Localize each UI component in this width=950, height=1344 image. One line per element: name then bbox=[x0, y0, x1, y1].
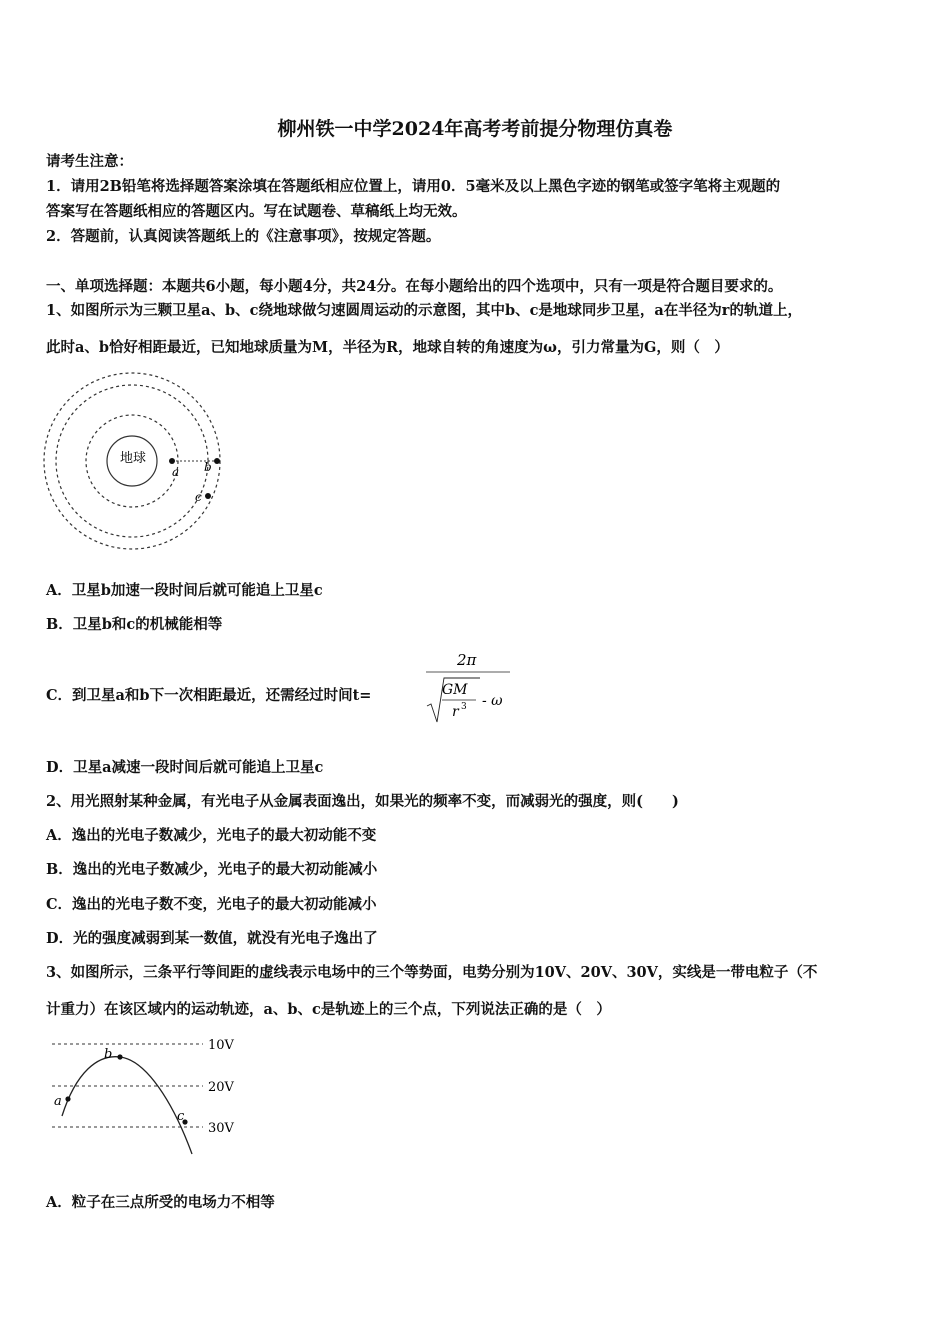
q3-stem-line-1: 3、如图所示，三条平行等间距的虚线表示电场中的三个等势面，电势分别为10V、20V、30V，实线是一带电粒子（不 bbox=[46, 964, 818, 981]
label-a: a bbox=[172, 465, 180, 479]
notice-item-1-line-1: 1．请用2B铅笔将选择题答案涂填在答题纸相应位置上，请用0．5毫米及以上黑色字迹的钢笔或签字笔将主观题的 bbox=[46, 178, 781, 195]
q2-option-a: A．逸出的光电子数减少，光电子的最大初动能不变 bbox=[46, 827, 377, 844]
orbit-figure bbox=[40, 370, 240, 560]
section-heading: 一、单项选择题：本题共6小题，每小题4分，共24分。在每小题给出的四个选项中，只有一项是符合题目要求的。 bbox=[46, 278, 783, 295]
q2-option-c: C．逸出的光电子数不变，光电子的最大初动能减小 bbox=[46, 896, 377, 913]
notice-item-2: 2．答题前，认真阅读答题纸上的《注意事项》，按规定答题。 bbox=[46, 228, 441, 245]
label-30v: 30V bbox=[208, 1121, 234, 1136]
q2-stem: 2、用光照射某种金属，有光电子从金属表面逸出，如果光的频率不变，而减弱光的强度，则( ) bbox=[46, 793, 679, 810]
earth-label: 地球 bbox=[120, 451, 147, 466]
q1-option-b: B．卫星b和c的机械能相等 bbox=[46, 616, 223, 633]
label-c: c bbox=[177, 1109, 185, 1124]
label-c: c bbox=[195, 490, 202, 504]
notice-heading: 请考生注意： bbox=[46, 153, 133, 170]
label-20v: 20V bbox=[208, 1080, 234, 1095]
page-title: 柳州铁一中学2024年高考考前提分物理仿真卷 bbox=[277, 118, 673, 140]
q1-option-d: D．卫星a减速一段时间后就可能追上卫星c bbox=[46, 759, 324, 776]
formula-r: r bbox=[452, 704, 459, 720]
q2-option-d: D．光的强度减弱到某一数值，就没有光电子逸出了 bbox=[46, 930, 378, 947]
label-b: b bbox=[104, 1047, 113, 1062]
q2-option-b: B．逸出的光电子数减少，光电子的最大初动能减小 bbox=[46, 861, 378, 878]
formula-exponent: 3 bbox=[461, 702, 467, 712]
formula-minus-omega: - ω bbox=[482, 693, 503, 709]
label-b: b bbox=[204, 460, 212, 474]
q3-stem-line-2: 计重力）在该区域内的运动轨迹，a、b、c是轨迹上的三个点，下列说法正确的是（ ） bbox=[46, 1001, 611, 1018]
satellite-a bbox=[169, 458, 175, 464]
satellite-b bbox=[214, 458, 220, 464]
equipotential-figure bbox=[48, 1032, 248, 1158]
satellite-c bbox=[205, 493, 211, 499]
point-b bbox=[117, 1054, 122, 1059]
label-a: a bbox=[54, 1094, 62, 1109]
notice-item-1-line-2: 答案写在答题纸相应的答题区内。写在试题卷、草稿纸上均无效。 bbox=[46, 203, 467, 220]
label-10v: 10V bbox=[208, 1038, 234, 1053]
particle-trajectory bbox=[62, 1057, 192, 1154]
point-a bbox=[65, 1096, 70, 1101]
formula-gm: GM bbox=[442, 682, 468, 698]
q1-stem-line-1: 1、如图所示为三颗卫星a、b、c绕地球做匀速圆周运动的示意图，其中b、c是地球同步卫星，a在半径为r的轨道上， bbox=[46, 302, 802, 319]
time-formula bbox=[424, 648, 524, 728]
q3-option-a: A．粒子在三点所受的电场力不相等 bbox=[46, 1194, 275, 1211]
q1-stem-line-2: 此时a、b恰好相距最近，已知地球质量为M，半径为R，地球自转的角速度为ω，引力常量为G，则（ ） bbox=[46, 339, 729, 356]
q1-option-a: A．卫星b加速一段时间后就可能追上卫星c bbox=[46, 582, 323, 599]
formula-numerator: 2π bbox=[457, 651, 477, 669]
q1-option-c: C．到卫星a和b下一次相距最近，还需经过时间t= bbox=[46, 687, 372, 704]
